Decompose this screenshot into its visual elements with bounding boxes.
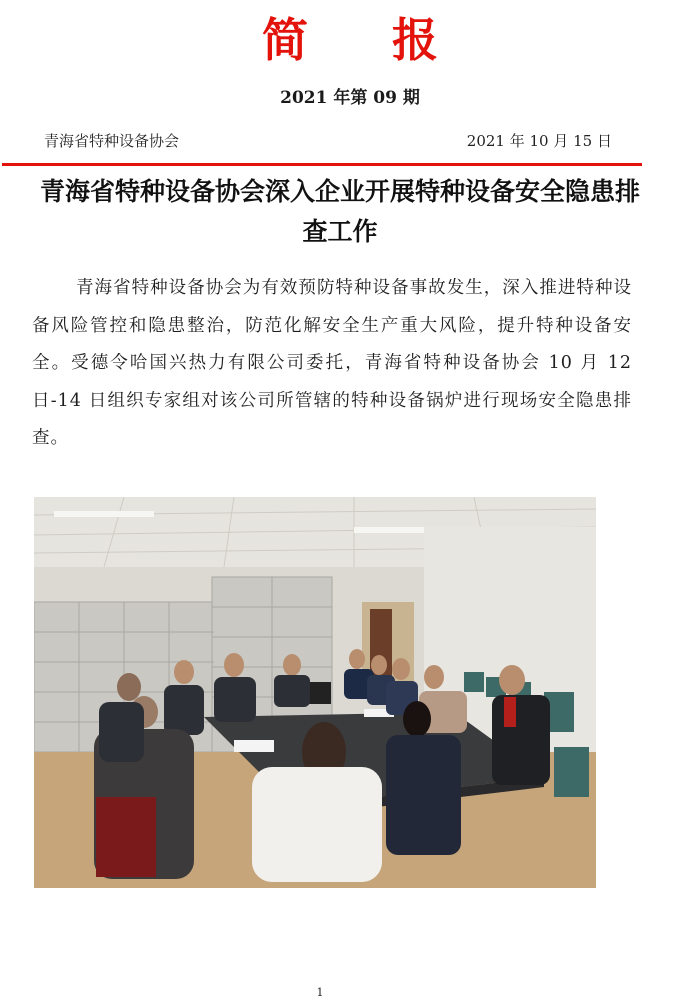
meeting-photo — [34, 497, 596, 888]
article-paragraph: 青海省特种设备协会为有效预防特种设备事故发生，深入推进特种设备风险管控和隐患整治，防范化解安全生产重大风险，提升特种设备安全。受德令哈国兴热力有限公司委托，青海省特种设备协会 10 月 12 日-14 日组织专家组对该公司所管辖的特种设备锅炉进行现场安全隐患排查。 — [32, 278, 632, 448]
masthead-title: 简 报 — [261, 13, 472, 67]
article-title: 青海省特种设备协会深入企业开展特种设备安全隐患排查工作 — [39, 177, 640, 246]
organization-name: 青海省特种设备协会 — [44, 132, 180, 150]
issue-number: 2021 年第 09 期 — [280, 88, 420, 108]
publication-date: 2021 年 10 月 15 日 — [466, 132, 612, 150]
page-number: 1 — [316, 986, 324, 999]
header-divider — [2, 163, 642, 166]
